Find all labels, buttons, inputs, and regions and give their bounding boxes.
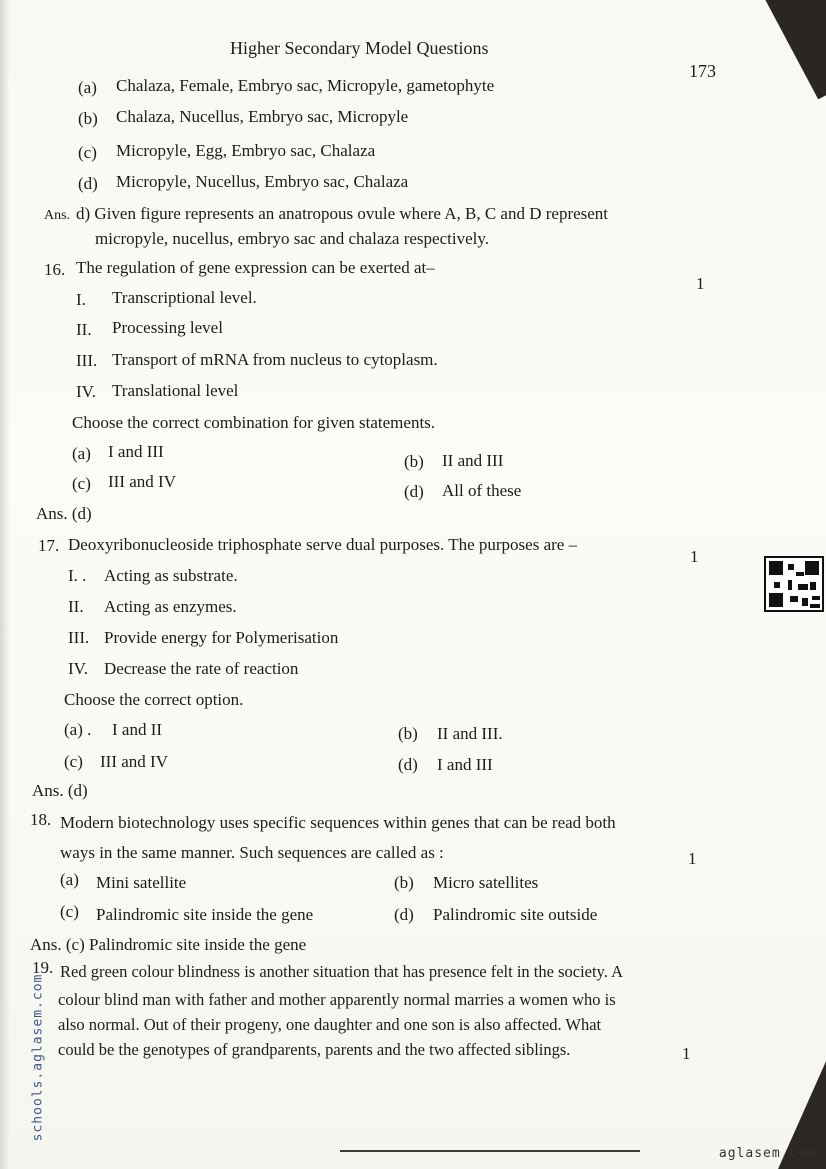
bottom-rule	[340, 1150, 640, 1152]
q16-marks: 1	[696, 274, 705, 293]
dark-corner-top	[762, 0, 826, 99]
q16-instruction: Choose the correct combination for given statements.	[72, 413, 436, 432]
q17-statement-2-text: Acting as enzymes.	[104, 597, 237, 616]
q16-option-a-label: (a)	[72, 444, 91, 463]
q17-number: 17.	[38, 536, 60, 555]
q17-statement-4-text: Decrease the rate of reaction	[104, 659, 299, 678]
q17-statement-4-num: IV.	[68, 659, 88, 678]
q19-line4: could be the genotypes of grandparents, parents and the two affected siblings.	[58, 1040, 571, 1059]
q15-option-b-text: Chalaza, Nucellus, Embryo sac, Micropyle	[116, 107, 409, 126]
q16-option-c-text: III and IV	[108, 472, 176, 491]
q16-statement-2-num: II.	[76, 320, 92, 339]
bottom-watermark: aglasem.com	[718, 1146, 816, 1161]
q17-option-b-label: (b)	[398, 724, 418, 743]
q15-option-c-text: Micropyle, Egg, Embryo sac, Chalaza	[116, 141, 376, 160]
q19-marks: 1	[682, 1044, 691, 1063]
q18-option-d-text: Palindromic site outside	[433, 905, 598, 924]
q17-statement-3-text: Provide energy for Polymerisation	[104, 628, 339, 647]
q17-instruction: Choose the correct option.	[64, 690, 244, 709]
q19-line1: Red green colour blindness is another situation that has presence felt in the society. A	[60, 962, 623, 981]
q17-statement-2-num: II.	[68, 597, 84, 616]
side-watermark: schools.aglasem.com	[30, 973, 46, 1142]
q17-option-a-text: I and II	[112, 720, 163, 739]
q16-answer: Ans. (d)	[36, 504, 92, 523]
q16-statement-4-num: IV.	[76, 382, 96, 401]
q15-option-d-text: Micropyle, Nucellus, Embryo sac, Chalaza	[116, 172, 409, 191]
q18-stem-line2: ways in the same manner. Such sequences are called as :	[60, 843, 444, 862]
q17-option-d-text: I and III	[437, 755, 493, 774]
q16-option-d-text: All of these	[442, 481, 522, 500]
q18-option-a-text: Mini satellite	[96, 873, 187, 892]
q17-marks: 1	[690, 547, 699, 566]
q16-stem: The regulation of gene expression can be exerted at–	[76, 258, 435, 277]
q16-statement-1-text: Transcriptional level.	[112, 288, 257, 307]
q18-option-d-label: (d)	[394, 905, 414, 924]
q16-option-b-label: (b)	[404, 452, 424, 471]
q18-number: 18.	[30, 810, 52, 829]
page-shadow	[0, 0, 10, 1169]
q17-statement-1-text: Acting as substrate.	[104, 566, 238, 585]
q15-option-c-label: (c)	[78, 143, 97, 162]
q17-option-c-label: (c)	[64, 752, 83, 771]
q17-stem: Deoxyribonucleoside triphosphate serve dual purposes. The purposes are –	[68, 535, 578, 554]
q18-marks: 1	[688, 849, 697, 868]
q18-option-c-label: (c)	[60, 902, 79, 921]
page-number: 173	[689, 61, 716, 81]
q18-stem-line1: Modern biotechnology uses specific sequences within genes that can be read both	[60, 813, 616, 832]
q15-option-a-text: Chalaza, Female, Embryo sac, Micropyle, gametophyte	[116, 76, 495, 95]
q17-option-b-text: II and III.	[437, 724, 503, 743]
q18-option-a-label: (a)	[60, 870, 79, 889]
q16-statement-4-text: Translational level	[112, 381, 239, 400]
q16-option-c-label: (c)	[72, 474, 91, 493]
q18-option-b-label: (b)	[394, 873, 414, 892]
q16-number: 16.	[44, 260, 66, 279]
q15-answer-line2: micropyle, nucellus, embryo sac and chalaza respectively.	[95, 229, 489, 248]
q17-option-c-text: III and IV	[100, 752, 168, 771]
q16-statement-3-num: III.	[76, 351, 98, 370]
q17-option-d-label: (d)	[398, 755, 418, 774]
q18-answer: Ans. (c) Palindromic site inside the gene	[30, 935, 307, 954]
q16-option-d-label: (d)	[404, 482, 424, 501]
q18-option-c-text: Palindromic site inside the gene	[96, 905, 314, 924]
q15-answer-line1: d) Given figure represents an anatropous ovule where A, B, C and D represent	[76, 204, 609, 223]
q16-option-b-text: II and III	[442, 451, 504, 470]
q19-number: 19.	[32, 958, 54, 977]
q19-line3: also normal. Out of their progeny, one daughter and one son is also affected. What	[58, 1015, 602, 1034]
q15-option-a-label: (a)	[78, 78, 97, 97]
q16-statement-2-text: Processing level	[112, 318, 223, 337]
q15-answer-label: Ans.	[44, 208, 71, 223]
q18-option-b-text: Micro satellites	[433, 873, 539, 892]
q16-option-a-text: I and III	[108, 442, 164, 461]
q17-statement-1-num: I. .	[68, 566, 87, 585]
q17-statement-3-num: III.	[68, 628, 90, 647]
q16-statement-1-num: I.	[76, 290, 86, 309]
q15-option-b-label: (b)	[78, 109, 98, 128]
q16-statement-3-text: Transport of mRNA from nucleus to cytoplasm.	[112, 350, 438, 369]
q17-option-a-label: (a) .	[64, 720, 92, 739]
qr-code	[764, 556, 824, 612]
running-header: Higher Secondary Model Questions	[230, 38, 489, 58]
q19-line2: colour blind man with father and mother apparently normal marries a women who is	[58, 990, 616, 1009]
q15-option-d-label: (d)	[78, 174, 98, 193]
q17-answer: Ans. (d)	[32, 781, 88, 800]
